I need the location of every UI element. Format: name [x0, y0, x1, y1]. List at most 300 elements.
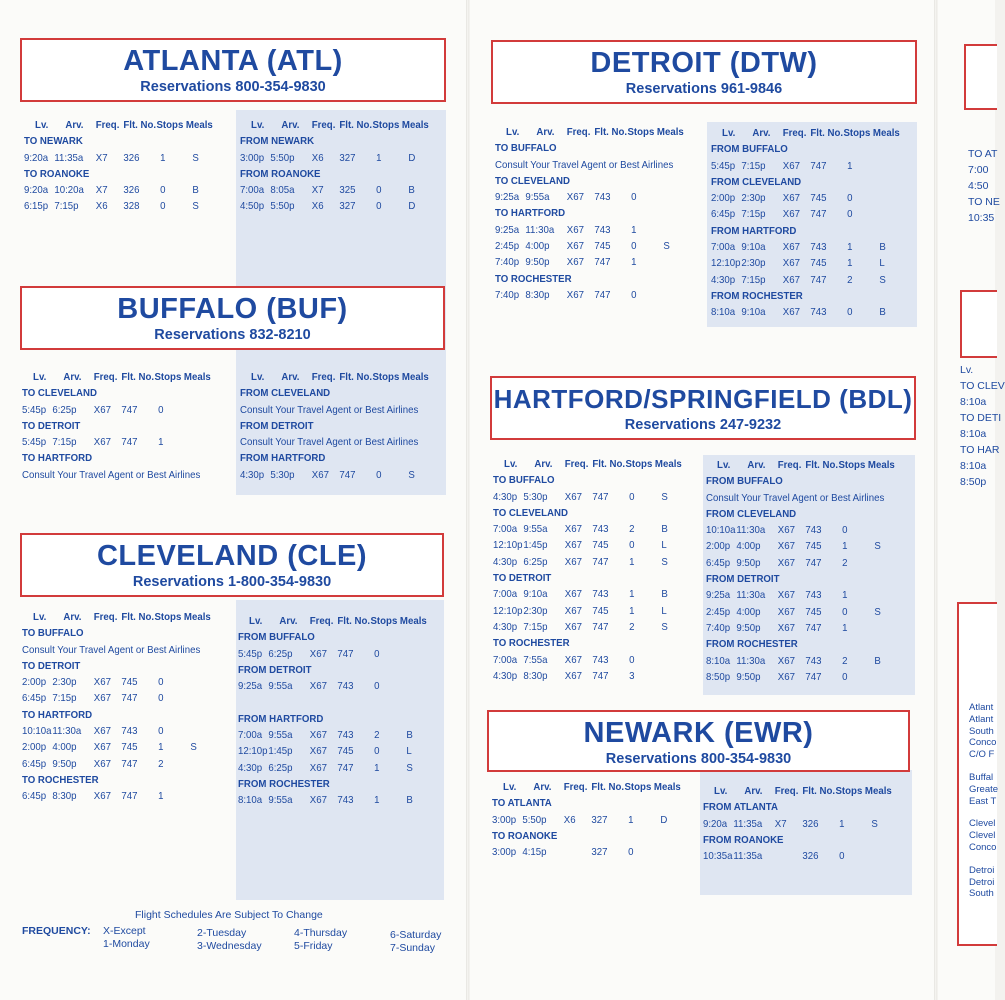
buffalo-arrivals	[240, 369, 429, 483]
cell-lv: 4:30p	[238, 761, 263, 774]
cell-flt: 743	[805, 654, 822, 667]
frequency-code-line: 2-Tuesday	[197, 927, 247, 939]
cell-freq: X67	[777, 556, 795, 569]
cell-stops: 1	[847, 257, 853, 270]
header-meals: Meals	[183, 611, 211, 623]
cell-stops: 1	[842, 540, 848, 553]
cell-stops: 0	[160, 200, 166, 213]
flight-row	[24, 182, 199, 198]
flight-row	[238, 646, 380, 662]
cell-freq: X67	[93, 403, 111, 416]
flight-row	[706, 555, 884, 571]
column-header-row	[495, 124, 684, 140]
route-heading: TO ROCHESTER	[495, 272, 572, 285]
cell-arv: 9:10a	[741, 306, 766, 319]
cell-stops: 0	[847, 208, 853, 221]
edge-title-box	[964, 44, 997, 110]
edge-text-line: 10:35	[968, 212, 995, 224]
flight-row	[495, 189, 673, 205]
edge-text-line: TO DETI	[960, 412, 1002, 424]
cell-lv: 2:00p	[22, 741, 47, 754]
cell-stops: 2	[629, 523, 635, 536]
cell-flt: 747	[592, 620, 609, 633]
cell-flt: 745	[337, 745, 354, 758]
cell-stops: 2	[842, 556, 848, 569]
header-stops: Stops	[627, 126, 655, 138]
edge-text-line: TO AT	[968, 148, 998, 160]
cell-arv: 9:50p	[736, 621, 761, 634]
edge-text-line: Atlant	[969, 702, 994, 713]
edge-text-line: Conco	[969, 841, 997, 853]
cell-arv: 9:55a	[268, 729, 293, 742]
flight-row	[238, 792, 413, 808]
edge-text-line: 8:10a	[960, 428, 987, 440]
cell-meals: S	[871, 817, 878, 830]
cell-stops: 1	[628, 813, 634, 826]
flight-row	[711, 272, 886, 288]
cell-freq: X67	[782, 192, 800, 205]
route-heading: TO CLEVELAND	[495, 174, 570, 187]
cell-flt: 743	[337, 794, 354, 807]
cell-flt: 743	[592, 588, 609, 601]
cell-lv: 4:30p	[493, 555, 518, 568]
header-arv: Arv.	[65, 119, 84, 131]
edge-text-line	[969, 761, 998, 772]
cell-meals: B	[192, 184, 199, 197]
cell-freq: X67	[777, 540, 795, 553]
cell-stops: 1	[376, 151, 382, 164]
cell-flt: 747	[121, 757, 138, 770]
cell-flt: 747	[337, 647, 354, 660]
header-arv: Arv.	[63, 371, 82, 383]
cell-stops: 1	[629, 588, 635, 601]
cell-lv: 4:50p	[240, 200, 265, 213]
cell-stops: 1	[842, 621, 848, 634]
edge-text-line: 8:50p	[960, 476, 987, 488]
section-title: DETROIT (DTW)	[590, 47, 818, 79]
header-flt: Flt. No.	[592, 458, 626, 470]
cell-flt: 743	[337, 680, 354, 693]
edge-text-line: Buffal	[969, 771, 994, 783]
hartford-arrivals	[706, 457, 895, 685]
cell-meals: B	[661, 523, 668, 536]
cell-lv: 8:10a	[238, 794, 263, 807]
edge-text-line: 4:50	[968, 180, 989, 192]
route-heading: TO ROANOKE	[24, 167, 90, 180]
cell-arv: 9:50p	[736, 670, 761, 683]
flight-row	[711, 190, 853, 206]
cell-meals: B	[879, 241, 886, 254]
cell-flt: 326	[802, 817, 819, 830]
cell-meals: S	[190, 741, 197, 754]
reservations-phone: Reservations 800-354-9830	[605, 751, 792, 767]
header-meals: Meals	[867, 459, 895, 471]
header-arv: Arv.	[63, 611, 82, 623]
cell-flt: 327	[591, 813, 608, 826]
cell-lv: 2:00p	[706, 540, 731, 553]
route-heading: FROM CLEVELAND	[706, 507, 797, 520]
section-title: BUFFALO (BUF)	[117, 293, 348, 325]
column-header-row	[492, 779, 681, 795]
cell-lv: 5:45p	[22, 403, 47, 416]
cell-flt: 747	[594, 256, 611, 269]
detroit-arrivals	[711, 125, 900, 321]
atlanta-title-box	[20, 38, 446, 102]
cell-flt: 743	[592, 653, 609, 666]
cell-stops: 0	[629, 490, 635, 503]
frequency-code	[294, 927, 347, 953]
header-flt: Flt. No.	[594, 126, 628, 138]
cell-lv: 7:40p	[495, 256, 520, 269]
cell-lv: 7:00a	[711, 241, 736, 254]
cell-arv: 7:15p	[52, 692, 77, 705]
consult-note: Consult Your Travel Agent or Best Airlines	[495, 158, 674, 171]
frequency-code-line: X-Except	[103, 925, 146, 937]
cell-arv: 11:35a	[733, 850, 763, 863]
cell-meals: S	[192, 200, 199, 213]
cell-stops: 0	[842, 605, 848, 618]
route-heading: TO HARTFORD	[495, 207, 566, 220]
cell-freq: X67	[309, 794, 327, 807]
cell-freq: X6	[563, 813, 576, 826]
cell-lv: 7:00a	[493, 588, 518, 601]
cell-meals: S	[661, 555, 668, 568]
cell-arv: 7:55a	[523, 653, 548, 666]
cell-lv: 6:45p	[22, 692, 47, 705]
flight-row	[240, 198, 416, 214]
header-lv: Lv.	[251, 119, 265, 131]
cell-freq: X67	[564, 620, 582, 633]
flight-row	[493, 652, 635, 668]
flight-row	[495, 287, 673, 303]
cell-freq: X67	[564, 588, 582, 601]
flight-row	[495, 254, 673, 270]
flight-row	[22, 690, 200, 706]
reservations-phone: Reservations 247-9232	[624, 417, 782, 433]
column-header-row	[703, 783, 892, 799]
detroit-departures	[495, 124, 684, 303]
cell-stops: 3	[629, 669, 635, 682]
cell-lv: 2:00p	[711, 192, 736, 205]
header-freq: Freq.	[309, 615, 334, 627]
column-header-row	[22, 369, 211, 385]
cell-flt: 743	[592, 523, 609, 536]
cell-arv: 11:35a	[733, 817, 763, 830]
route-heading: FROM DETROIT	[706, 573, 780, 586]
cell-flt: 743	[594, 191, 611, 204]
route-heading: FROM DETROIT	[238, 663, 312, 676]
column-header-row	[706, 457, 895, 473]
cell-freq: X67	[566, 223, 584, 236]
cell-lv: 9:25a	[495, 223, 520, 236]
route-heading: FROM BUFFALO	[706, 475, 783, 488]
cell-meals: B	[874, 654, 881, 667]
flight-row	[493, 554, 668, 570]
cell-stops: 0	[628, 846, 634, 859]
header-arv: Arv.	[281, 119, 300, 131]
cell-flt: 745	[805, 540, 822, 553]
cell-freq: X67	[564, 555, 582, 568]
cell-lv: 6:45p	[706, 556, 731, 569]
flight-row	[22, 434, 200, 450]
cell-freq: X67	[309, 680, 327, 693]
cell-freq: X67	[782, 241, 800, 254]
cell-lv: 3:00p	[492, 846, 517, 859]
column-header-row	[711, 125, 900, 141]
header-flt: Flt. No.	[339, 371, 373, 383]
cell-flt: 745	[121, 741, 138, 754]
header-flt: Flt. No.	[121, 611, 155, 623]
flight-row	[493, 537, 667, 553]
cell-flt: 745	[810, 257, 827, 270]
cell-lv: 8:10a	[711, 306, 736, 319]
cell-freq: X67	[93, 790, 111, 803]
cell-flt: 747	[810, 159, 827, 172]
edge-text-line: Atlant	[969, 713, 994, 725]
cell-lv: 8:50p	[706, 670, 731, 683]
cell-flt: 743	[594, 223, 611, 236]
cell-meals: S	[879, 273, 886, 286]
frequency-code-line: 4-Thursday	[294, 927, 348, 939]
cell-flt: 326	[123, 184, 140, 197]
cell-arv: 7:15p	[52, 436, 77, 449]
flight-row	[493, 619, 668, 635]
cell-stops: 1	[158, 741, 164, 754]
header-stops: Stops	[625, 458, 653, 470]
cell-freq: X67	[566, 256, 584, 269]
cell-freq: X67	[777, 589, 795, 602]
cell-lv: 12:10p	[493, 604, 523, 617]
route-heading: FROM CLEVELAND	[711, 175, 802, 188]
cell-arv: 8:30p	[52, 790, 77, 803]
flight-row	[706, 587, 884, 603]
cell-arv: 4:00p	[525, 240, 550, 253]
cell-flt: 745	[594, 240, 611, 253]
cell-flt: 327	[339, 151, 356, 164]
edge-text-line: TO CLEV	[960, 380, 1005, 392]
edge-text-line: South	[969, 888, 994, 900]
cell-freq: X6	[311, 151, 324, 164]
edge-text-line: Greate	[969, 783, 999, 795]
cell-lv: 12:10p	[238, 745, 268, 758]
header-lv: Lv.	[717, 459, 731, 471]
header-stops: Stops	[835, 785, 863, 797]
cell-freq: X7	[95, 184, 108, 197]
cell-stops: 0	[374, 647, 380, 660]
cell-flt: 747	[339, 468, 356, 481]
edge-text-line: C/O F	[969, 749, 995, 761]
header-lv: Lv.	[722, 127, 736, 139]
cell-meals: L	[661, 604, 667, 617]
cell-stops: 0	[839, 850, 845, 863]
cell-meals: S	[408, 468, 415, 481]
cell-lv: 7:40p	[706, 621, 731, 634]
cell-stops: 0	[160, 184, 166, 197]
cell-flt: 747	[805, 556, 822, 569]
cell-lv: 6:15p	[24, 200, 49, 213]
consult-note: Consult Your Travel Agent or Best Airlines	[240, 403, 419, 416]
cell-flt: 745	[121, 676, 138, 689]
flight-row	[495, 222, 673, 238]
cell-freq: X67	[564, 604, 582, 617]
route-heading: TO ROCHESTER	[22, 773, 99, 786]
cell-meals: S	[661, 490, 668, 503]
edge-text-line: 7:00	[968, 164, 989, 176]
cell-stops: 0	[631, 240, 637, 253]
cell-flt: 747	[121, 436, 138, 449]
header-meals: Meals	[401, 371, 429, 383]
header-flt: Flt. No.	[123, 119, 157, 131]
cell-arv: 5:30p	[523, 490, 548, 503]
consult-note: Consult Your Travel Agent or Best Airlines	[240, 436, 419, 449]
cell-freq: X67	[93, 725, 111, 738]
cell-stops: 0	[847, 192, 853, 205]
cell-freq: X67	[564, 523, 582, 536]
cell-arv: 7:15p	[523, 620, 548, 633]
cell-stops: 0	[631, 288, 637, 301]
cell-flt: 743	[810, 241, 827, 254]
cell-arv: 6:25p	[268, 761, 293, 774]
route-heading: TO ROANOKE	[492, 829, 558, 842]
cell-freq: X67	[782, 208, 800, 221]
route-heading: FROM CLEVELAND	[240, 387, 331, 400]
section-title: ATLANTA (ATL)	[123, 45, 343, 77]
cell-meals: B	[406, 729, 413, 742]
cell-lv: 9:25a	[706, 589, 731, 602]
cell-lv: 6:45p	[22, 790, 47, 803]
cell-freq: X67	[93, 436, 111, 449]
flight-row	[22, 756, 200, 772]
cell-stops: 2	[629, 620, 635, 633]
cell-freq: X67	[782, 159, 800, 172]
route-heading: FROM HARTFORD	[240, 452, 326, 465]
flight-row	[24, 198, 199, 214]
cell-arv: 7:15p	[741, 208, 766, 221]
cleveland-departures	[22, 609, 211, 805]
edge-text-line: 8:10a	[960, 460, 987, 472]
cell-lv: 2:45p	[706, 605, 731, 618]
cell-arv: 1:45p	[523, 539, 548, 552]
flight-row	[711, 239, 886, 255]
cell-flt: 745	[805, 605, 822, 618]
frequency-code-line: 3-Wednesday	[197, 940, 262, 952]
flight-row	[238, 743, 412, 759]
flight-row	[706, 604, 884, 620]
cell-arv: 4:00p	[52, 741, 77, 754]
cell-lv: 7:00a	[493, 653, 518, 666]
cell-stops: 0	[158, 692, 164, 705]
header-stops: Stops	[843, 127, 871, 139]
cell-lv: 8:10a	[706, 654, 731, 667]
route-heading: TO ATLANTA	[492, 797, 552, 810]
route-heading: TO ROCHESTER	[493, 637, 570, 650]
route-heading: TO DETROIT	[493, 572, 552, 585]
cell-meals: L	[879, 257, 885, 270]
cell-meals: D	[660, 813, 668, 826]
cell-freq: X67	[782, 273, 800, 286]
edge-text-line: Clevel	[969, 830, 996, 842]
reservations-phone: Reservations 961-9846	[625, 81, 783, 97]
cell-lv: 5:45p	[22, 436, 47, 449]
header-stops: Stops	[372, 119, 400, 131]
cell-lv: 12:10p	[493, 539, 523, 552]
cell-stops: 1	[631, 223, 637, 236]
cell-lv: 7:00a	[493, 523, 518, 536]
cell-arv: 2:30p	[741, 192, 766, 205]
cell-flt: 326	[802, 850, 819, 863]
cell-arv: 9:50p	[736, 556, 761, 569]
column-header-row	[240, 369, 429, 385]
header-meals: Meals	[401, 119, 429, 131]
cell-arv: 11:30a	[736, 589, 766, 602]
cell-flt: 747	[810, 273, 827, 286]
edge-text-line: East T	[969, 795, 997, 807]
cell-arv: 9:55a	[268, 680, 293, 693]
cell-meals: S	[874, 540, 881, 553]
cell-lv: 9:20a	[703, 817, 728, 830]
flight-row	[706, 538, 884, 554]
cell-arv: 9:55a	[523, 523, 548, 536]
schedule-notice: Flight Schedules Are Subject To Change	[135, 909, 323, 921]
cell-freq: X67	[309, 761, 327, 774]
cell-arv: 8:05a	[270, 184, 295, 197]
header-meals: Meals	[656, 126, 684, 138]
header-lv: Lv.	[35, 119, 49, 131]
flight-row	[492, 844, 634, 860]
cell-stops: 0	[631, 191, 637, 204]
section-title: CLEVELAND (CLE)	[96, 540, 368, 572]
cell-stops: 0	[158, 403, 164, 416]
cleveland-arrivals	[238, 613, 427, 809]
cell-stops: 1	[374, 794, 380, 807]
cell-freq: X67	[564, 669, 582, 682]
cell-lv: 7:00a	[238, 729, 263, 742]
header-stops: Stops	[154, 371, 182, 383]
cell-lv: 4:30p	[240, 468, 265, 481]
cell-stops: 1	[839, 817, 845, 830]
cell-meals: D	[408, 151, 416, 164]
cell-meals: B	[408, 184, 415, 197]
header-arv: Arv.	[281, 371, 300, 383]
cell-lv: 7:40p	[495, 288, 520, 301]
flight-row	[711, 206, 853, 222]
header-meals: Meals	[185, 119, 213, 131]
atlanta-departures	[24, 117, 213, 215]
cell-arv: 7:15p	[741, 159, 766, 172]
cell-flt: 747	[121, 403, 138, 416]
cell-freq: X67	[311, 468, 329, 481]
cell-stops: 2	[158, 757, 164, 770]
cell-lv: 5:45p	[711, 159, 736, 172]
header-lv: Lv.	[503, 781, 517, 793]
cell-flt: 325	[339, 184, 356, 197]
edge-text-line: TO HAR	[960, 444, 1000, 456]
header-flt: Flt. No.	[337, 615, 371, 627]
cell-stops: 1	[847, 159, 853, 172]
cell-freq: X67	[777, 654, 795, 667]
header-stops: Stops	[154, 611, 182, 623]
route-heading: TO BUFFALO	[22, 627, 84, 640]
header-arv: Arv.	[536, 126, 555, 138]
frequency-code	[197, 927, 262, 953]
flight-row	[240, 182, 415, 198]
cell-arv: 11:30a	[52, 725, 82, 738]
edge-text-line: 8:10a	[960, 396, 987, 408]
header-stops: Stops	[370, 615, 398, 627]
frequency-code	[390, 929, 441, 955]
cell-meals: L	[406, 745, 412, 758]
cell-arv: 11:35a	[54, 151, 84, 164]
